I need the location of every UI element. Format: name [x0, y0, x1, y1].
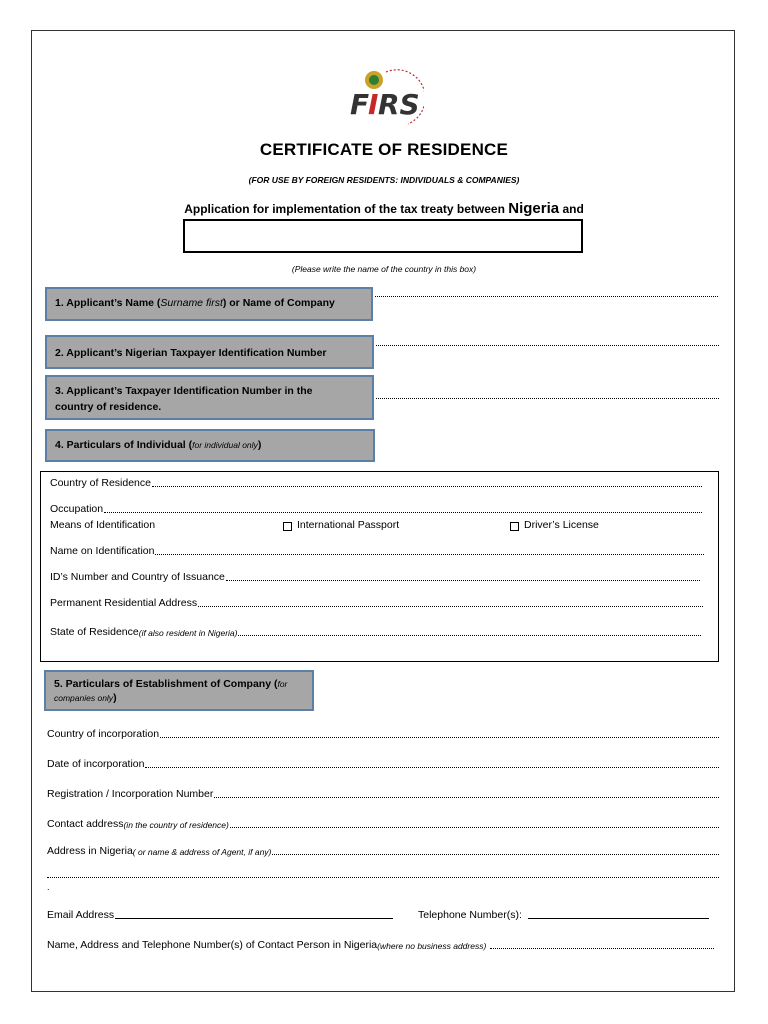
- email-label: Email Address: [47, 909, 115, 921]
- section-5-italic: for: [277, 679, 288, 689]
- section-3-header: [45, 375, 374, 420]
- country-of-residence-label: Country of Residence: [50, 477, 151, 489]
- country-input-box[interactable]: [183, 219, 583, 253]
- application-prefix: Application for implementation of the tax treaty between: [184, 202, 509, 216]
- country-of-incorporation-label: Country of incorporation: [47, 728, 160, 740]
- telephone-label: Telephone Number(s):: [418, 909, 522, 921]
- state-of-residence-label: State of Residence: [50, 626, 139, 638]
- permanent-address-label: Permanent Residential Address: [50, 597, 198, 609]
- contact-address-note: (in the country of residence): [123, 820, 229, 830]
- occupation-label: Occupation: [50, 503, 104, 515]
- address-continuation-line[interactable]: [47, 877, 719, 878]
- section-5-label: 5. Particulars of Establishment of Company (: [54, 678, 278, 690]
- address-nigeria-row[interactable]: [47, 845, 719, 857]
- page-subtitle: (FOR USE BY FOREIGN RESIDENTS: INDIVIDUALS & COMPANIES): [248, 175, 520, 185]
- id-number-row[interactable]: [50, 571, 700, 583]
- contact-address-row[interactable]: [47, 818, 719, 830]
- state-of-residence-note: (if also resident in Nigeria): [138, 628, 238, 638]
- means-of-id-label: Means of Identification: [50, 519, 156, 531]
- passport-label: International Passport: [297, 519, 400, 531]
- svg-text:F: F: [350, 88, 370, 121]
- section-5-italic2: companies only: [54, 693, 114, 703]
- section-5-suffix: ): [113, 692, 117, 704]
- drivers-license-checkbox[interactable]: [510, 522, 519, 531]
- date-of-incorporation-label: Date of incorporation: [47, 758, 145, 770]
- section-3-line1: 3. Applicant’s Taxpayer Identification Number in the: [55, 385, 313, 397]
- occupation-row[interactable]: [50, 503, 702, 515]
- section-1-suffix: ) or Name of Company: [222, 297, 335, 309]
- section-2-label: 2. Applicant’s Nigerian Taxpayer Identification Number: [55, 347, 327, 359]
- nigerian-tin-line[interactable]: [376, 345, 719, 346]
- name-on-id-label: Name on Identification: [50, 545, 155, 557]
- address-dot: .: [47, 882, 50, 892]
- page-title: CERTIFICATE OF RESIDENCE: [259, 140, 509, 159]
- contact-person-row[interactable]: [47, 939, 714, 951]
- foreign-tin-line[interactable]: [376, 398, 719, 399]
- application-suffix: and: [559, 202, 584, 216]
- country-box-hint: (Please write the name of the country in this box): [291, 264, 477, 274]
- drivers-license-option[interactable]: [510, 519, 599, 531]
- svg-text:I: I: [368, 88, 379, 121]
- registration-number-row[interactable]: [47, 788, 719, 800]
- registration-number-label: Registration / Incorporation Number: [47, 788, 214, 800]
- telephone-row[interactable]: [418, 909, 709, 921]
- applicant-name-line[interactable]: [375, 296, 718, 297]
- section-5-header: [44, 670, 314, 711]
- name-on-id-row[interactable]: [50, 545, 704, 557]
- section-4-header: [45, 429, 375, 462]
- section-3-line2: country of residence.: [55, 401, 162, 413]
- contact-address-label: Contact address: [47, 818, 124, 830]
- address-nigeria-label: Address in Nigeria: [47, 845, 133, 857]
- application-line: [0, 200, 768, 217]
- date-of-incorporation-row[interactable]: [47, 758, 719, 770]
- contact-person-label: Name, Address and Telephone Number(s) of Contact Person in Nigeria: [47, 939, 378, 951]
- state-of-residence-row[interactable]: [50, 626, 701, 638]
- section-1-prefix: 1. Applicant’s Name (: [55, 297, 161, 309]
- address-nigeria-note: ( or name & address of Agent, if any): [132, 847, 272, 857]
- country-of-incorporation-row[interactable]: [47, 728, 719, 740]
- section-2-header: [45, 335, 374, 369]
- passport-checkbox[interactable]: [283, 522, 292, 531]
- firs-logo: [346, 64, 424, 130]
- contact-person-note: (where no business address): [377, 941, 487, 951]
- section-4-label: 4. Particulars of Individual (: [55, 439, 193, 451]
- section-4-suffix: ): [257, 439, 262, 451]
- permanent-address-row[interactable]: [50, 597, 703, 609]
- email-row[interactable]: [47, 909, 393, 921]
- svg-text:RS: RS: [378, 88, 420, 121]
- passport-option[interactable]: [283, 519, 399, 531]
- id-number-label: ID’s Number and Country of Issuance: [50, 571, 225, 583]
- section-1-header: [45, 287, 373, 321]
- country-name: Nigeria: [508, 200, 560, 217]
- section-4-italic: for individual only: [192, 440, 258, 450]
- drivers-license-label: Driver’s License: [524, 519, 599, 531]
- country-of-residence-row[interactable]: [50, 477, 702, 489]
- section-1-italic: Surname first: [160, 297, 223, 309]
